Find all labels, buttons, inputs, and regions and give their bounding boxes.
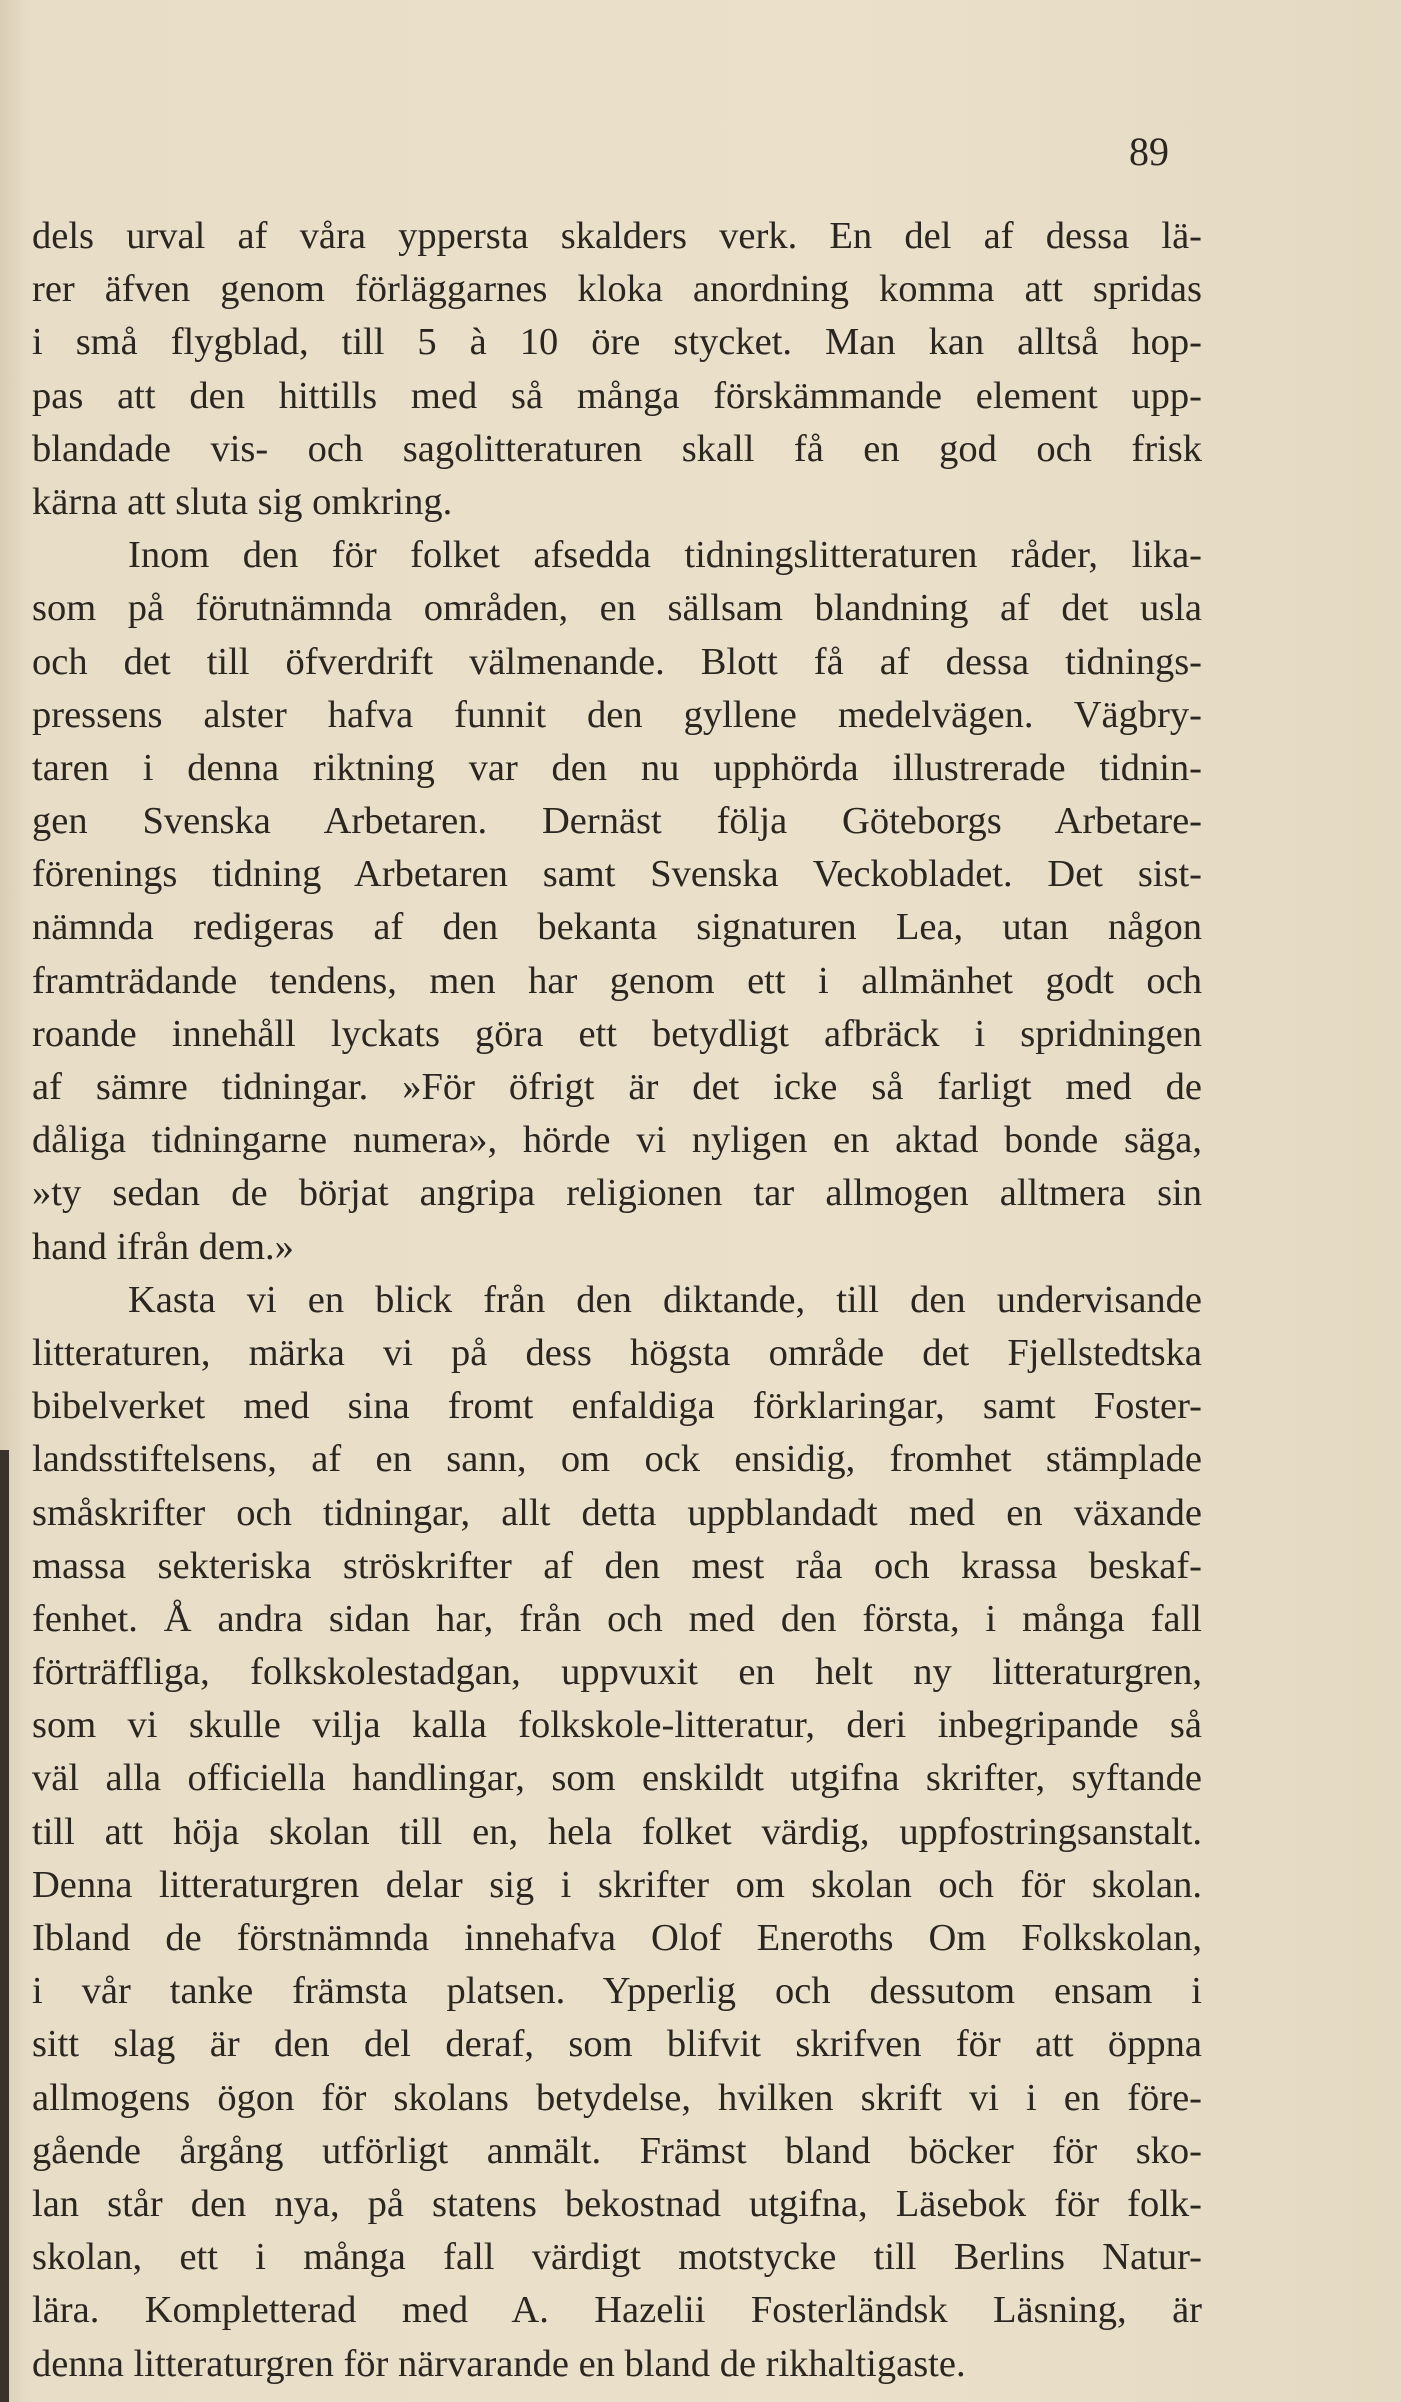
text-line: i vår tanke främsta platsen. Ypperlig och dessutom ensam i <box>32 1970 1202 2013</box>
text-line: lan står den nya, på statens bekostnad utgifna, Läsebok för folk- <box>32 2182 1202 2225</box>
text-line: väl alla officiella handlingar, som enskildt utgifna skrifter, syftande <box>32 1757 1202 1800</box>
text-line: bibelverket med sina fromt enfaldiga förklaringar, samt Foster- <box>32 1385 1202 1428</box>
text-line: litteraturen, märka vi på dess högsta område det Fjellstedtska <box>32 1331 1202 1374</box>
text-line: denna litteraturgren för närvarande en bland de rikhaltigaste. <box>32 2342 966 2385</box>
text-line: af sämre tidningar. »För öfrigt är det icke så farligt med de <box>32 1066 1202 1108</box>
text-line: landsstiftelsens, af en sann, om ock ensidig, fromhet stämplade <box>32 1438 1202 1481</box>
text-line: massa sekteriska ströskrifter af den mest råa och krassa beskaf- <box>32 1544 1202 1587</box>
text-line: dels urval af våra yppersta skalders verk. En del af dessa lä- <box>32 215 1202 257</box>
text-line: förträffliga, folkskolestadgan, uppvuxit en helt ny litteraturgren, <box>32 1651 1202 1694</box>
text-line: pas att den hittills med så många förskämmande element upp- <box>32 374 1202 417</box>
text-line: Inom den för folket afsedda tidningslitteraturen råder, lika- <box>128 534 1202 577</box>
text-line: Denna litteraturgren delar sig i skrifter om skolan och för skolan. <box>32 1863 1202 1906</box>
text-line: kärna att sluta sig omkring. <box>32 480 453 523</box>
text-line: roande innehåll lyckats göra ett betydligt afbräck i spridningen <box>32 1012 1202 1055</box>
text-line: »ty sedan de börjat angripa religionen tar allmogen alltmera sin <box>32 1172 1202 1215</box>
text-line: framträdande tendens, men har genom ett i allmänhet godt och <box>32 959 1202 1002</box>
text-line: dåliga tidningarne numera», hörde vi nyligen en aktad bonde säga, <box>32 1119 1202 1162</box>
text-line: och det till öfverdrift välmenande. Blott få af dessa tidnings- <box>32 640 1202 683</box>
text-line: pressens alster hafva funnit den gyllene medelvägen. Vägbry- <box>32 693 1202 736</box>
text-line: sitt slag är den del deraf, som blifvit skrifven för att öppna <box>32 2023 1202 2066</box>
text-line: fenhet. Å andra sidan har, från och med den första, i många fall <box>32 1597 1202 1640</box>
text-line: hand ifrån dem.» <box>32 1225 294 1268</box>
text-line: lära. Kompletterad med A. Hazelii Fosterländsk Läsning, är <box>32 2289 1202 2332</box>
text-line: Ibland de förstnämnda innehafva Olof Eneroths Om Folkskolan, <box>32 1917 1202 1959</box>
text-line: till att höja skolan till en, hela folket värdig, uppfostringsanstalt. <box>32 1810 1202 1853</box>
text-line: nämnda redigeras af den bekanta signaturen Lea, utan någon <box>32 906 1202 949</box>
text-line: Kasta vi en blick från den diktande, till den undervisande <box>128 1278 1202 1321</box>
text-line: rer äfven genom förläggarnes kloka anordning komma att spridas <box>32 268 1202 311</box>
text-line: blandade vis- och sagolitteraturen skall få en god och frisk <box>32 427 1202 470</box>
text-line: gen Svenska Arbetaren. Dernäst följa Göteborgs Arbetare- <box>32 800 1202 843</box>
text-line: taren i denna riktning var den nu upphörda illustrerade tidnin- <box>32 746 1202 789</box>
text-line: som vi skulle vilja kalla folkskole-litteratur, deri inbegripande så <box>32 1704 1202 1747</box>
page-number: 89 <box>1129 129 1169 174</box>
body-text <box>32 210 1202 2391</box>
text-line: som på förutnämnda områden, en sällsam blandning af det usla <box>32 587 1202 630</box>
text-line: allmogens ögon för skolans betydelse, hvilken skrift vi i en före- <box>32 2076 1202 2119</box>
text-line: småskrifter och tidningar, allt detta uppblandadt med en växande <box>32 1491 1202 1534</box>
text-line: förenings tidning Arbetaren samt Svenska Veckobladet. Det sist- <box>32 853 1202 896</box>
text-line: skolan, ett i många fall värdigt motstycke till Berlins Natur- <box>32 2236 1202 2279</box>
text-line: i små flygblad, till 5 à 10 öre stycket. Man kan alltså hop- <box>32 321 1202 364</box>
book-spine-edge <box>0 1450 9 2402</box>
text-line: gående årgång utförligt anmält. Främst bland böcker för sko- <box>32 2129 1202 2172</box>
